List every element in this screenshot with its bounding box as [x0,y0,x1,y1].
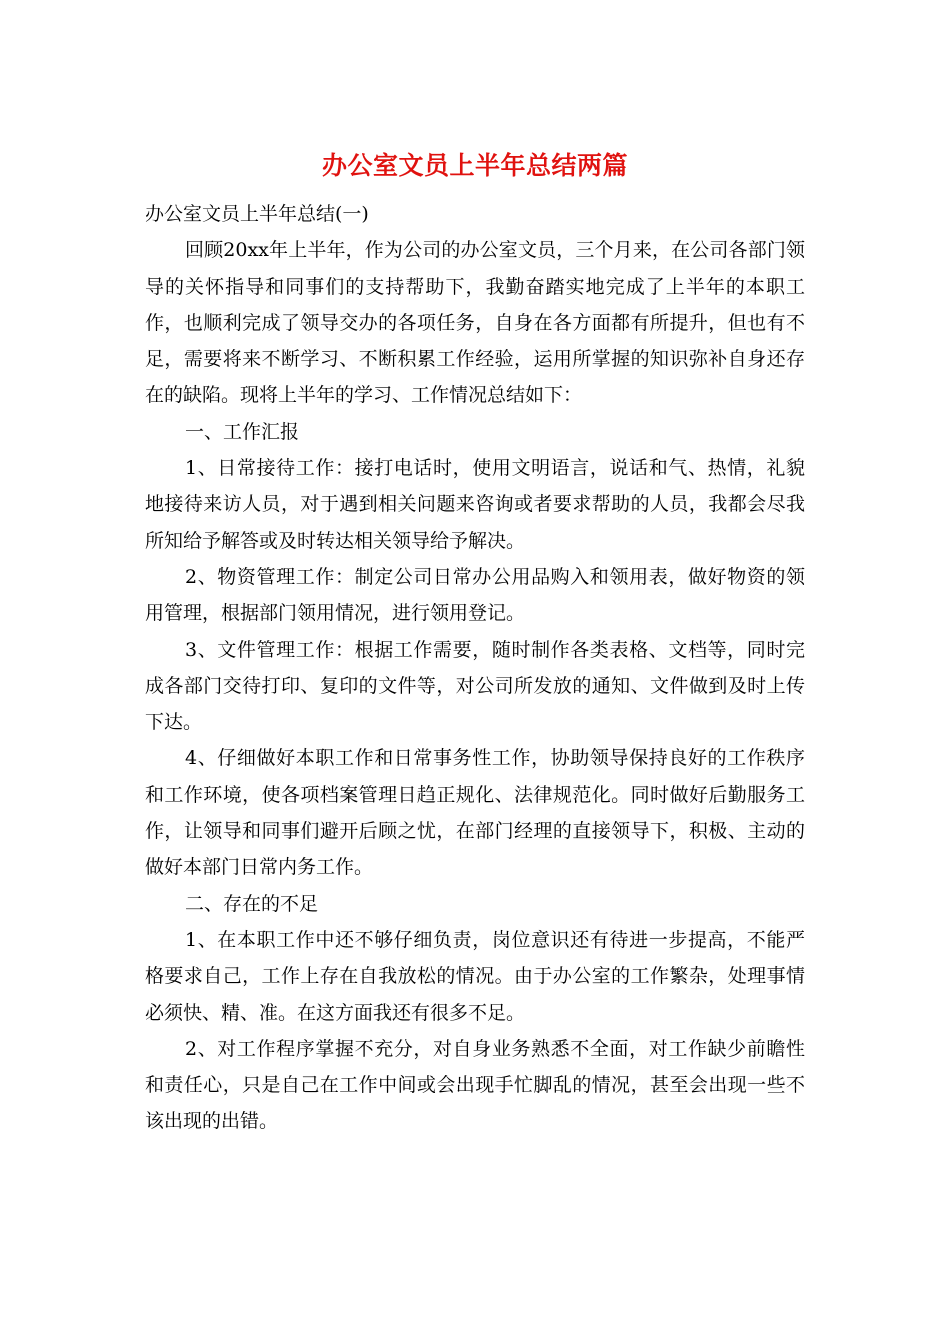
paragraph-intro: 回顾20xx年上半年，作为公司的办公室文员，三个月来，在公司各部门领导的关怀指导和同事们的支持帮助下，我勤奋踏实地完成了上半年的本职工作，也顺利完成了领导交办的各项任务，自身在各方面都有所提升，但也有不足，需要将来不断学习、不断积累工作经验，运用所掌握的知识弥补自身还存在的缺陷。现将上半年的学习、工作情况总结如下： [145,239,805,407]
paragraph-documents: 3、文件管理工作：根据工作需要，随时制作各类表格、文档等，同时完成各部门交待打印、复印的文件等，对公司所发放的通知、文件做到及时上传下达。 [145,638,805,734]
document-title: 办公室文员上半年总结两篇 [321,151,628,180]
document-subtitle: 办公室文员上半年总结(一) [145,203,369,225]
paragraph-daily-work: 4、仔细做好本职工作和日常事务性工作，协助领导保持良好的工作秩序和工作环境，使各项档案管理日趋正规化、法律规范化。同时做好后勤服务工作，让领导和同事们避开后顾之忧，在部门经理的直接领导下，积极、主动的做好本部门日常内务工作。 [145,747,805,879]
section-heading-shortcomings: 二、存在的不足 [185,892,319,915]
paragraph-shortcoming-1: 1、在本职工作中还不够仔细负责，岗位意识还有待进一步提高，不能严格要求自己，工作上存在自我放松的情况。由于办公室的工作繁杂，处理事情必须快、精、准。在这方面我还有很多不足。 [145,928,805,1024]
paragraph-reception: 1、日常接待工作：接打电话时，使用文明语言，说话和气、热情，礼貌地接待来访人员，对于遇到相关问题来咨询或者要求帮助的人员，我都会尽我所知给予解答或及时转达相关领导给予解决。 [145,457,805,552]
section-heading-work-report: 一、工作汇报 [185,420,300,443]
document-body [145,196,805,1140]
paragraph-shortcoming-2: 2、对工作程序掌握不充分，对自身业务熟悉不全面，对工作缺少前瞻性和责任心，只是自己在工作中间或会出现手忙脚乱的情况，甚至会出现一些不该出现的出错。 [145,1037,805,1133]
paragraph-supplies: 2、物资管理工作：制定公司日常办公用品购入和领用表，做好物资的领用管理，根据部门领用情况，进行领用登记。 [145,565,805,625]
